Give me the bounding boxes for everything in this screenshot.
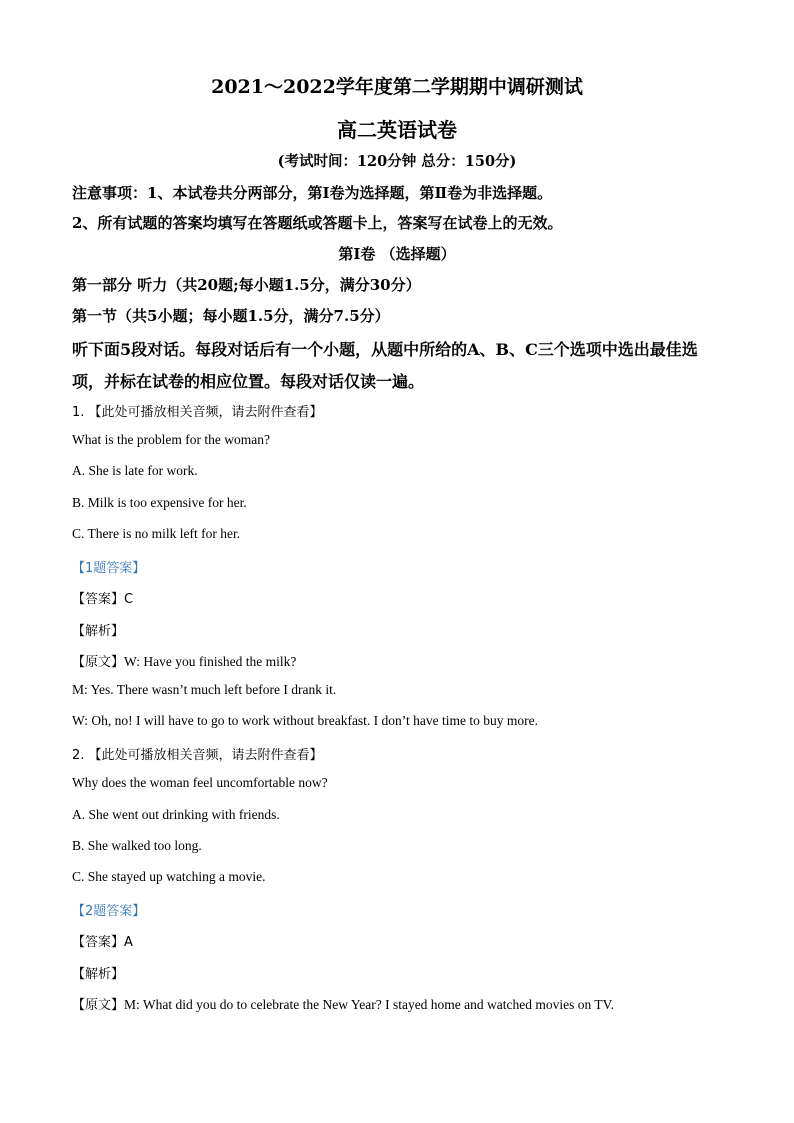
instruction-line-2: 项，并标在试卷的相应位置。每段对话仅读一遍。 <box>72 372 425 391</box>
q1-original-3: W: Oh, no! I will have to go to work without breakfast. I don’t have time to buy more. <box>72 713 539 728</box>
q1-answer-value: C <box>124 592 134 607</box>
q1-option-c: C. There is no milk left for her. <box>72 526 241 541</box>
part1-heading: 第一部分 听力（共20题;每小题1.5分，满分30分） <box>72 276 421 294</box>
exam-title: 2021～2022学年度第二学期期中调研测试 <box>211 76 583 98</box>
q1-number: 1. <box>72 405 85 420</box>
q2-answer-line <box>72 931 133 950</box>
q1-audio-note[interactable]: 【此处可播放相关音频，请去附件查看】 <box>88 405 323 420</box>
instruction-line-1: 听下面5段对话。每段对话后有一个小题，从题中所给的A、B、C三个选项中选出最佳选 <box>72 340 698 359</box>
q2-analysis: 【解析】 <box>72 967 125 982</box>
q2-original-label: 【原文】 <box>72 998 125 1013</box>
q2-option-b: B. She walked too long. <box>72 838 202 853</box>
q1-analysis: 【解析】 <box>72 624 125 639</box>
q1-audio-line <box>72 401 323 420</box>
q1-answer-line <box>72 588 133 607</box>
q1-original-1: W: Have you finished the milk? <box>124 654 297 669</box>
q2-option-a: A. She went out drinking with friends. <box>72 807 280 822</box>
q1-option-b: B. Milk is too expensive for her. <box>72 495 247 510</box>
q1-answer-header: 【1题答案】 <box>72 561 146 576</box>
q2-answer-label: 【答案】 <box>72 935 125 950</box>
q1-original-label: 【原文】 <box>72 655 125 670</box>
q1-option-a: A. She is late for work. <box>72 463 198 478</box>
exam-info: (考试时间：120分钟 总分：150分) <box>277 153 517 170</box>
q2-original-line-1 <box>72 994 614 1013</box>
q2-number: 2. <box>72 748 85 763</box>
volume-heading: 第Ⅰ卷 （选择题） <box>338 245 456 263</box>
exam-subtitle: 高二英语试卷 <box>337 118 457 142</box>
q1-original-2: M: Yes. There wasn’t much left before I drank it. <box>72 682 337 697</box>
q2-original-1: M: What did you do to celebrate the New Year? I stayed home and watched movies on TV. <box>124 997 615 1012</box>
q2-answer-value: A <box>124 935 133 950</box>
notes-line-2: 2、所有试题的答案均填写在答题纸或答题卡上，答案写在试卷上的无效。 <box>72 214 563 232</box>
q1-answer-label: 【答案】 <box>72 592 125 607</box>
q1-question: What is the problem for the woman? <box>72 432 270 447</box>
q2-answer-header: 【2题答案】 <box>72 904 146 919</box>
segment1-heading: 第一节（共5小题；每小题1.5分，满分7.5分） <box>72 307 390 325</box>
q2-question: Why does the woman feel uncomfortable now? <box>72 775 328 790</box>
q2-audio-note[interactable]: 【此处可播放相关音频，请去附件查看】 <box>88 748 323 763</box>
q2-option-c: C. She stayed up watching a movie. <box>72 869 266 884</box>
q2-audio-line <box>72 744 323 763</box>
notes-line-1: 注意事项：1、本试卷共分两部分，第Ⅰ卷为选择题，第Ⅱ卷为非选择题。 <box>72 184 553 202</box>
q1-original-line-1 <box>72 651 296 670</box>
